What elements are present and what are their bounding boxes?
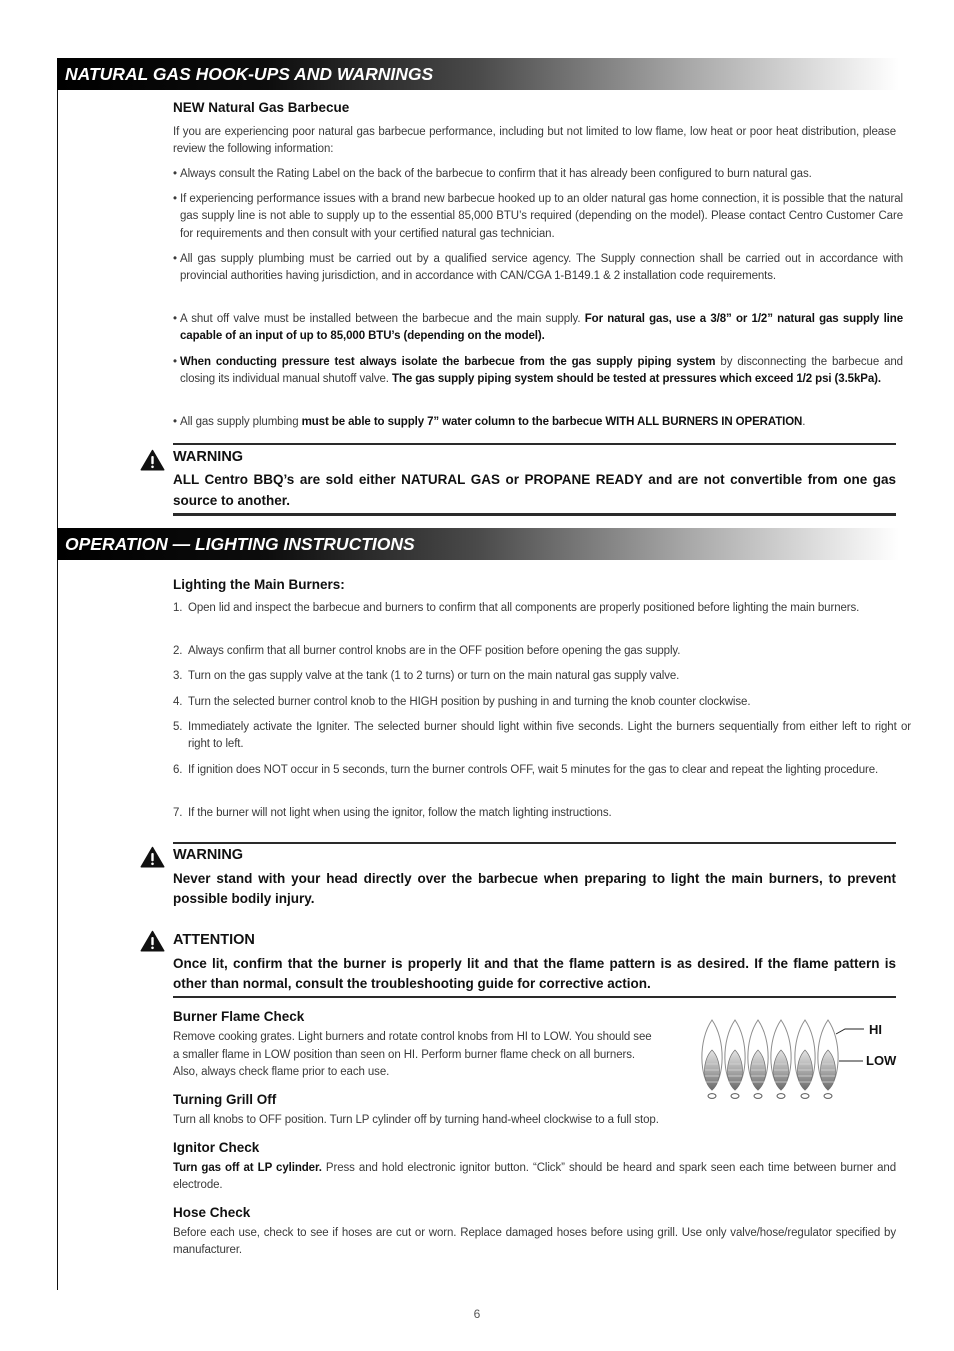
flame-check-text: Remove cooking grates. Light burners and rotate control knobs from HI to LOW. You should see a smaller flame in LOW position than seen on HI. Perform burner flame check on all burners. Also, always check flame prior to each use. <box>173 1031 652 1078</box>
flame <box>725 1020 745 1098</box>
bullet-bold-text: When conducting pressure test always isolate the barbecue from the gas supply piping system <box>180 356 716 368</box>
step-text: Turn on the gas supply valve at the tank (1 to 2 turns) or turn on the main natural gas supply valve. <box>188 670 680 682</box>
numbered-step <box>173 762 911 779</box>
bullet-item <box>173 251 903 286</box>
bullet-bold-text: must be able to supply 7” water column to the barbecue WITH ALL BURNERS IN OPERATION <box>301 416 803 428</box>
bullet-text: All gas supply plumbing must be carried out by a qualified service agency. The Supply connection shall be carried out in accordance with provincial authorities having jurisdiction, and in accordance with CAN/CGA 1-B149.1 & 2 installation code requirements. <box>180 253 903 283</box>
warning-text: Never stand with your head directly over the barbecue when preparing to light the main burners, to prevent possible bodily injury. <box>173 871 896 906</box>
bullet-symbol: • <box>173 193 177 205</box>
bullet-symbol: • <box>173 313 177 325</box>
bullet-symbol: • <box>173 356 177 368</box>
bullet-bold-text: The gas supply piping system should be tested at pressures which exceed 1/2 psi (3.5kPa). <box>392 373 881 386</box>
step-number: 6. <box>173 764 183 776</box>
section-header-bar <box>57 528 899 560</box>
step-number: 7. <box>173 807 183 819</box>
hose-check-text: Before each use, check to see if hoses are cut or worn. Replace damaged hoses before using grill. Use only valve/hose/regulator specified by manufacturer. <box>173 1227 896 1256</box>
intro-paragraph: If you are experiencing poor natural gas barbecue performance, including but not limited to low flame, low heat or poor heat distribution, please review the following information: <box>173 126 896 156</box>
hi-leader-line <box>836 1029 864 1034</box>
low-label: LOW <box>866 1053 897 1068</box>
bullet-symbol: • <box>173 416 177 428</box>
numbered-step <box>173 694 911 711</box>
hi-label: HI <box>869 1022 882 1037</box>
bullet-text: . <box>802 416 806 428</box>
step-text: Immediately activate the Igniter. The selected burner should light within five seconds. Light the burners sequentially from either left to right or right to left. <box>188 721 911 751</box>
warning-label: WARNING <box>173 847 244 863</box>
step-number: 3. <box>173 670 183 682</box>
step-text: If the burner will not light when using the ignitor, follow the match lighting instructions. <box>188 807 612 819</box>
bullet-item <box>173 414 903 431</box>
left-margin-line <box>57 58 58 1290</box>
flame <box>795 1020 815 1098</box>
flame <box>748 1020 768 1098</box>
divider-rule <box>173 842 896 844</box>
bullet-text: Always consult the Rating Label on the back of the barbecue to confirm that it has already been configured to burn natural gas. <box>180 168 812 180</box>
bullet-item <box>173 166 903 183</box>
grill-off-title: Turning Grill Off <box>173 1092 277 1107</box>
grill-off-text: Turn all knobs to OFF position. Turn LP cylinder off by turning hand-wheel clockwise to a full stop. <box>173 1114 659 1126</box>
ignitor-text: Press and hold electronic ignitor button. “Click” should be heard and spark seen each time between burner and electrode. <box>173 1162 896 1191</box>
bullet-symbol: • <box>173 168 177 180</box>
bullet-text: by disconnecting the barbecue and closing its individual manual shutoff valve. <box>180 356 903 386</box>
bullet-text: All gas supply plumbing <box>180 416 302 428</box>
divider-rule <box>173 443 896 445</box>
attention-text: Once lit, confirm that the burner is properly lit and that the flame pattern is as desired. If the flame pattern is other than normal, consult the troubleshooting guide for corrective action. <box>173 956 896 991</box>
divider-rule <box>173 513 896 516</box>
numbered-step <box>173 805 911 822</box>
flame <box>702 1020 722 1098</box>
divider-rule <box>173 996 896 998</box>
step-text: If ignition does NOT occur in 5 seconds, turn the burner controls OFF, wait 5 minutes for the gas to clear and repeat the lighting procedure. <box>188 764 879 776</box>
bullet-item <box>173 191 903 243</box>
flame-check-title: Burner Flame Check <box>173 1009 305 1024</box>
numbered-step <box>173 600 911 617</box>
flame <box>771 1020 791 1098</box>
warning-text: ALL Centro BBQ’s are sold either NATURAL GAS or PROPANE READY and are not convertible from one gas source to another. <box>173 472 896 508</box>
step-number: 5. <box>173 721 183 733</box>
bullet-symbol: • <box>173 253 177 265</box>
bullet-item <box>173 354 903 389</box>
ignitor-bold-text: Turn gas off at LP cylinder. <box>173 1162 322 1174</box>
bullet-item <box>173 311 903 346</box>
warning-label: WARNING <box>173 449 244 465</box>
section-title: NATURAL GAS HOOK-UPS AND WARNINGS <box>65 64 434 84</box>
subsection-title: Lighting the Main Burners: <box>173 577 345 592</box>
flame <box>818 1020 838 1098</box>
step-number: 4. <box>173 696 183 708</box>
bullet-text: If experiencing performance issues with a brand new barbecue hooked up to an older natural gas home connection, it is possible that the natural gas supply line is not able to supply up to the essential 85,000 BTU’s required (depending on the model). Please contact Centro Customer Care for requirements and then consult with your certified natural gas technician. <box>180 193 903 240</box>
ignitor-check-paragraph <box>173 1160 896 1194</box>
numbered-step <box>173 719 911 754</box>
section-title: OPERATION — LIGHTING INSTRUCTIONS <box>65 534 415 554</box>
bullet-text: A shut off valve must be installed between the barbecue and the main supply. <box>180 313 585 325</box>
subsection-title: NEW Natural Gas Barbecue <box>173 100 350 115</box>
hose-check-title: Hose Check <box>173 1205 251 1220</box>
warning-icon <box>140 449 165 471</box>
attention-label: ATTENTION <box>173 932 255 948</box>
numbered-step <box>173 643 911 660</box>
step-text: Open lid and inspect the barbecue and burners to confirm that all components are properly positioned before lighting the main burners. <box>188 602 860 614</box>
warning-icon <box>140 846 165 868</box>
step-text: Always confirm that all burner control knobs are in the OFF position before opening the gas supply. <box>188 645 681 657</box>
warning-icon <box>140 930 165 952</box>
step-number: 1. <box>173 602 183 614</box>
step-number: 2. <box>173 645 183 657</box>
bullet-bold-text: For natural gas, use a 3/8” or 1/2” natural gas supply line capable of an input of up to 85,000 BTU’s (depending on the model). <box>180 313 903 343</box>
section-header-bar <box>57 58 899 90</box>
page-number: 6 <box>473 1307 481 1321</box>
ignitor-check-title: Ignitor Check <box>173 1140 260 1155</box>
step-text: Turn the selected burner control knob to the HIGH position by pushing in and turning the knob counter clockwise. <box>188 696 751 708</box>
numbered-step <box>173 668 911 685</box>
